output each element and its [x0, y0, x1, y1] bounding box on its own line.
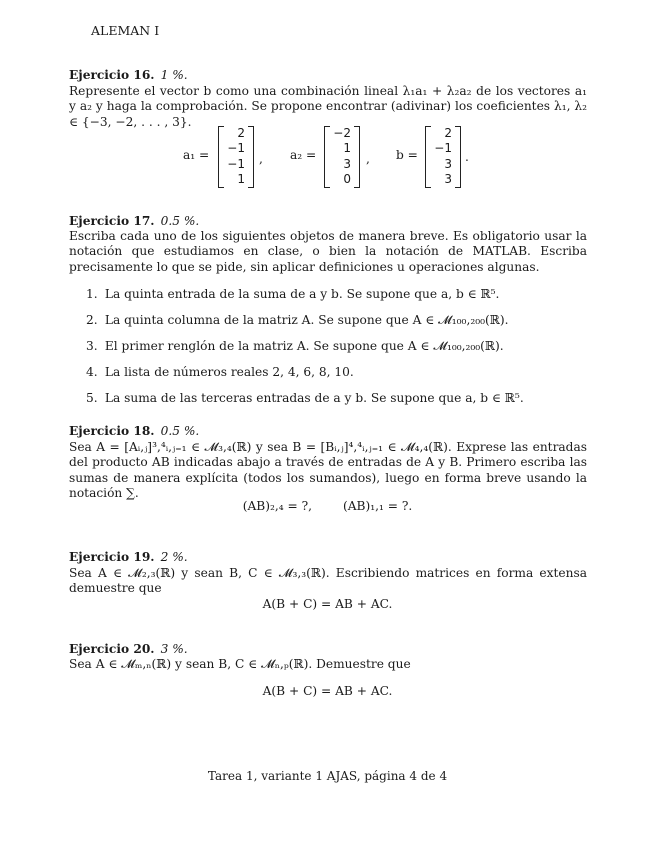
exercise-19-formula: A(B + C) = AB + AC. — [262, 597, 393, 611]
exercise-17-points: 0.5 %. — [160, 214, 200, 228]
vector-a2 — [324, 126, 360, 188]
list-item-number: 1. — [86, 287, 98, 301]
exercise-18-formula: (AB)₂,₄ = ?, (AB)₁,₁ = ?. — [242, 499, 413, 513]
vector-b-entry: 3 — [444, 156, 452, 171]
course-header: ALEMAN I — [91, 23, 160, 38]
exercise-16-heading — [69, 68, 587, 83]
vector-a1 — [218, 126, 254, 188]
exercise-17-text: Escriba cada uno de los siguientes objetos de manera breve. Es obligatorio usar la notación que estudiamos en clase, o bien la notación de MATLAB. Escriba precisamente lo que se pide, sin aplicar definiciones u operaciones algunas. — [69, 229, 587, 274]
comma-separator: , — [366, 152, 370, 166]
exercise-18-heading — [69, 424, 587, 439]
vector-b-entry: 2 — [444, 126, 452, 140]
vector-a2-entry: −2 — [333, 126, 351, 140]
exercise-16-title: Ejercicio 16. — [69, 68, 155, 82]
period: . — [465, 150, 469, 164]
vector-b-label: b = — [396, 148, 418, 162]
exercise-19-title: Ejercicio 19. — [69, 550, 155, 564]
exercise-19-heading — [69, 550, 587, 565]
vector-a1-entry: −1 — [227, 156, 245, 171]
exercise-16-points: 1 %. — [160, 68, 188, 82]
vector-a2-entry: 0 — [343, 172, 351, 187]
list-item-number: 4. — [86, 365, 98, 379]
list-item — [86, 287, 586, 302]
list-item-text: La quinta entrada de la suma de a y b. Se supone que a, b ∈ ℝ⁵. — [104, 287, 500, 301]
vector-a1-entry: −1 — [227, 141, 245, 156]
vector-a2-entry: 1 — [343, 141, 351, 156]
comma-separator: , — [259, 152, 263, 166]
list-item — [86, 391, 586, 406]
list-item-number: 2. — [86, 313, 98, 327]
list-item-number: 5. — [86, 391, 98, 405]
exercise-20-text: Sea A ∈ 𝓜ₘ,ₙ(ℝ) y sean B, C ∈ 𝓜ₙ,ₚ(ℝ). Demuestre que — [69, 657, 411, 671]
list-item-number: 3. — [86, 339, 98, 353]
list-item-text: La quinta columna de la matriz A. Se supone que A ∈ 𝓜₁₀₀,₂₀₀(ℝ). — [104, 313, 509, 327]
exercise-20-heading — [69, 642, 587, 657]
list-item — [86, 339, 586, 354]
exercise-20-title: Ejercicio 20. — [69, 642, 155, 656]
exercise-18-points: 0.5 %. — [160, 424, 200, 438]
exercise-17-heading — [69, 214, 587, 229]
vector-a1-label: a₁ = — [183, 148, 210, 162]
exercise-20-formula: A(B + C) = AB + AC. — [262, 684, 393, 698]
list-item — [86, 365, 586, 380]
exercise-18-title: Ejercicio 18. — [69, 424, 155, 438]
exercise-16-text: Represente el vector b como una combinación lineal λ₁a₁ + λ₂a₂ de los vectores a₁ y a₂ y haga la comprobación. Se propone encontrar (adivinar) los coeficientes λ₁, λ₂ ∈ {−3, −2, . . . , 3}. — [69, 84, 587, 129]
list-item-text: La suma de las terceras entradas de a y b. Se supone que a, b ∈ ℝ⁵. — [104, 391, 524, 405]
vector-a1-entry: 1 — [237, 172, 245, 187]
vector-b-entry: 3 — [444, 172, 452, 187]
vector-b-entry: −1 — [434, 141, 452, 156]
list-item-text: El primer renglón de la matriz A. Se supone que A ∈ 𝓜₁₀₀,₂₀₀(ℝ). — [104, 339, 504, 353]
exercise-19-points: 2 %. — [160, 550, 188, 564]
exercise-18-text: Sea A = [Aᵢ,ⱼ]³,⁴ᵢ,ⱼ₌₁ ∈ 𝓜₃,₄(ℝ) y sea B = [Bᵢ,ⱼ]⁴,⁴ᵢ,ⱼ₌₁ ∈ 𝓜₄,₄(ℝ). Exprese las entradas del producto AB indicadas abajo a través de entradas de A y B. Primero escriba las sumas de manera explícita (todos los sumandos), luego en forma breve usando la notación ∑. — [69, 440, 587, 501]
vector-a2-entry: 3 — [343, 156, 351, 171]
list-item-text: La lista de números reales 2, 4, 6, 8, 10. — [104, 365, 354, 379]
exercise-20-points: 3 %. — [160, 642, 188, 656]
page-footer: Tarea 1, variante 1 AJAS, página 4 de 4 — [207, 769, 448, 783]
vector-a2-label: a₂ = — [290, 148, 317, 162]
vector-b — [425, 126, 461, 188]
vector-a1-entry: 2 — [237, 126, 245, 140]
exercise-19-text: Sea A ∈ 𝓜₂,₃(ℝ) y sean B, C ∈ 𝓜₃,₃(ℝ). Escribiendo matrices en forma extensa demuestre que — [69, 566, 587, 596]
exercise-17-title: Ejercicio 17. — [69, 214, 155, 228]
list-item — [86, 313, 586, 328]
